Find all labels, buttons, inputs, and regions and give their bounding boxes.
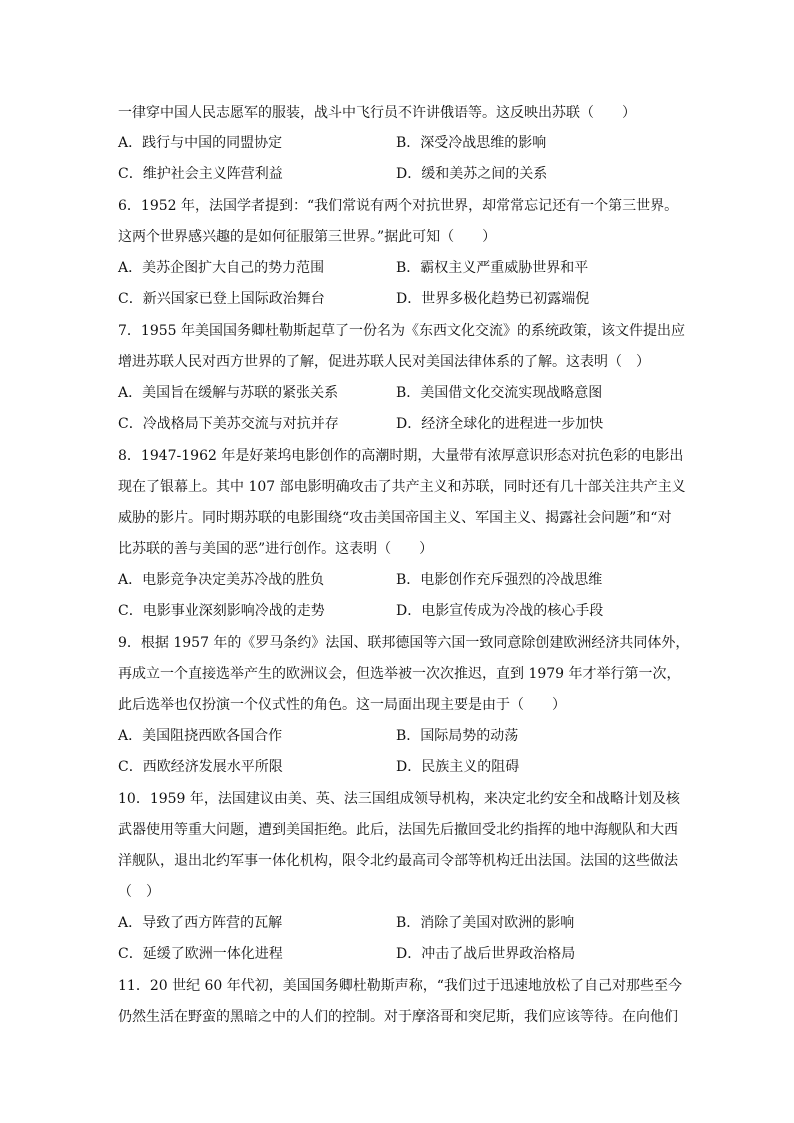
q10-option-d: D．冲击了战后世界政治格局 xyxy=(396,946,576,962)
q8-stem-line-2: 现在了银幕上。其中 107 部电影明确攻击了共产主义和苏联，同时还有几十部关注共产主义 xyxy=(118,479,686,495)
q7-option-a: A．美国旨在缓解与苏联的紧张关系 xyxy=(118,385,339,401)
q6-stem-line-2: 这两个世界感兴趣的是如何征服第三世界。”据此可知（ ） xyxy=(118,229,497,245)
q10-stem-line-1: 10．1959 年，法国建议由美、英、法三国组成领导机构，来决定北约安全和战略计划及核 xyxy=(118,791,680,807)
q5-stem-tail: 一律穿中国人民志愿军的服装，战斗中飞行员不许讲俄语等。这反映出苏联（ ） xyxy=(118,105,636,121)
q6-option-a: A．美苏企图扩大自己的势力范围 xyxy=(118,260,325,276)
q9-option-b: B．国际局势的动荡 xyxy=(396,728,519,744)
q6-option-b: B．霸权主义严重威胁世界和平 xyxy=(396,260,589,276)
q10-stem-line-4: （ ） xyxy=(118,884,160,900)
q8-stem-line-4: 比苏联的善与美国的恶”进行创作。这表明（ ） xyxy=(118,541,434,557)
q6-stem-line-1: 6．1952 年，法国学者提到：“我们常说有两个对抗世界，却常常忘记还有一个第三世界。 xyxy=(118,198,679,214)
q8-option-b: B．电影创作充斥强烈的冷战思维 xyxy=(396,572,603,588)
q10-stem-line-2: 武器使用等重大问题，遭到美国拒绝。此后，法国先后撤回受北约指挥的地中海舰队和大西 xyxy=(118,822,678,838)
q5-option-a: A．践行与中国的同盟协定 xyxy=(118,135,283,151)
q6-option-c: C．新兴国家已登上国际政治舞台 xyxy=(118,291,325,307)
q10-option-a: A．导致了西方阵营的瓦解 xyxy=(118,915,283,931)
q11-stem-line-2: 仍然生活在野蛮的黑暗之中的人们的控制。对于摩洛哥和突尼斯，我们应该等待。在向他们 xyxy=(118,1009,678,1025)
q6-option-d: D．世界多极化趋势已初露端倪 xyxy=(396,291,590,307)
q7-option-d: D．经济全球化的进程进一步加快 xyxy=(396,416,604,432)
q8-stem-line-1: 8．1947-1962 年是好莱坞电影创作的高潮时期，大量带有浓厚意识形态对抗色彩的电影出 xyxy=(118,448,684,464)
q9-stem-line-3: 此后选举也仅扮演一个仪式性的角色。这一局面出现主要是由于（ ） xyxy=(118,697,566,713)
q7-stem-line-1: 7．1955 年美国国务卿杜勒斯起草了一份名为《东西文化交流》的系统政策，该文件提出应 xyxy=(118,323,685,339)
q9-option-d: D．民族主义的阻碍 xyxy=(396,759,520,775)
q7-option-b: B．美国借文化交流实现战略意图 xyxy=(396,385,603,401)
q8-option-c: C．电影事业深刻影响冷战的走势 xyxy=(118,603,325,619)
q10-option-b: B．消除了美国对欧洲的影响 xyxy=(396,915,575,931)
q5-option-d: D．缓和美苏之间的关系 xyxy=(396,166,548,182)
q10-stem-line-3: 洋舰队，退出北约军事一体化机构，限令北约最高司令部等机构迁出法国。法国的这些做法 xyxy=(118,853,678,869)
q9-option-c: C．西欧经济发展水平所限 xyxy=(118,759,283,775)
q11-stem-line-1: 11．20 世纪 60 年代初，美国国务卿杜勒斯声称，“我们过于迅速地放松了自己对那些至今 xyxy=(118,978,682,994)
q9-stem-line-1: 9．根据 1957 年的《罗马条约》法国、联邦德国等六国一致同意除创建欧洲经济共同体外， xyxy=(118,635,690,651)
q7-stem-line-2: 增进苏联人民对西方世界的了解，促进苏联人民对美国法律体系的了解。这表明（ ） xyxy=(118,354,650,370)
q8-stem-line-3: 威胁的影片。同时期苏联的电影围绕“攻击美国帝国主义、军国主义、揭露社会问题”和“对 xyxy=(118,510,672,526)
q9-stem-line-2: 再成立一个直接选举产生的欧洲议会，但选举被一次次推迟，直到 1979 年才举行第一次， xyxy=(118,666,681,682)
q5-option-c: C．维护社会主义阵营利益 xyxy=(118,166,283,182)
q5-option-b: B．深受冷战思维的影响 xyxy=(396,135,547,151)
q10-option-c: C．延缓了欧洲一体化进程 xyxy=(118,946,283,962)
q8-option-d: D．电影宣传成为冷战的核心手段 xyxy=(396,603,604,619)
q7-option-c: C．冷战格局下美苏交流与对抗并存 xyxy=(118,416,339,432)
q9-option-a: A．美国阻挠西欧各国合作 xyxy=(118,728,283,744)
q8-option-a: A．电影竞争决定美苏冷战的胜负 xyxy=(118,572,325,588)
